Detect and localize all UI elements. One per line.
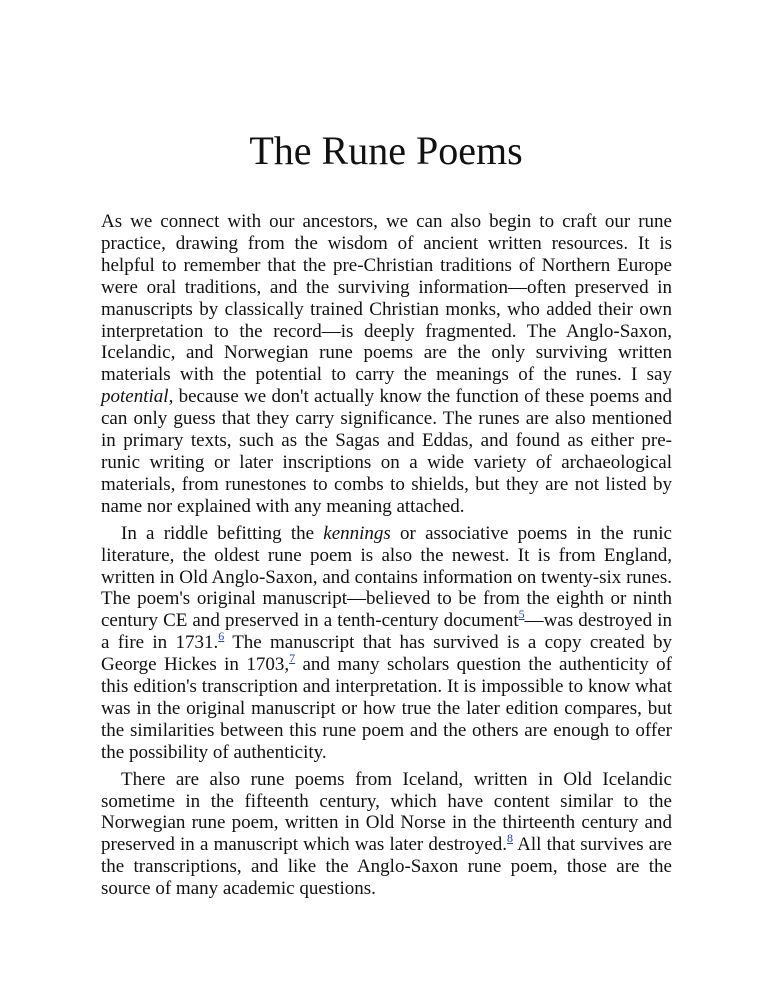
emphasis-potential: potential: [101, 386, 169, 408]
footnote-8-link[interactable]: 8: [507, 831, 514, 846]
chapter-title: The Rune Poems: [249, 128, 523, 173]
paragraph-2-text-a: In a riddle befitting the: [121, 522, 324, 544]
emphasis-kennings: kennings: [323, 522, 391, 544]
paragraph-1-text-a: As we connect with our ancestors, we can also begin to craft our rune practice, drawing from the wisdom of ancient written resources. It is helpful to remember that the pre-Christian traditions of Northern Europe were oral traditions, and the surviving information—often preserved in manuscripts by classically trained Christian monks, who added their own interpretation to the record—is deeply fragmented. The Anglo-Saxon, Icelandic, and Norwegian rune poems are the only surviving written materials with the potential to carry the meanings of the runes. I say: [101, 211, 672, 386]
paragraph-2-text-d: The manuscript that has survived is a copy created by George Hickes in 1703,: [101, 632, 672, 676]
body-text: [101, 211, 672, 900]
footnote-7-link[interactable]: 7: [289, 651, 296, 666]
paragraph-2-text-b: or associative poems in the runic literature, the oldest rune poem is also the newest. It is from England, written in Old Anglo-Saxon, and contains information on twenty-six runes. The poem's original manuscript—believed to be from the eighth or ninth century CE and preserved in a tenth-century document: [101, 522, 672, 632]
paragraph-2-text-c: —was destroyed in a fire in 1731.: [101, 610, 672, 654]
footnote-6-link[interactable]: 6: [218, 629, 225, 644]
paragraph-3: [101, 769, 672, 900]
paragraph-2: [101, 523, 672, 764]
paragraph-3-text-b: All that survives are the transcriptions, and like the Anglo-Saxon rune poem, those are the source of many academic questions.: [101, 834, 672, 900]
paragraph-1-text-b: , because we don't actually know the function of these poems and can only guess that they carry significance. The runes are also mentioned in primary texts, such as the Sagas and Eddas, and found as either pre-runic writing or later inscriptions on a wide variety of archaeological materials, from runestones to combs to shields, but they are not listed by name nor explained with any meaning attached.: [101, 386, 672, 517]
paragraph-2-text-e: and many scholars question the authenticity of this edition's transcription and interpretation. It is impossible to know what was in the original manuscript or how true the later edition compares, but the similarities between this rune poem and the others are enough to offer the possibility of authenticity.: [101, 654, 672, 763]
footnote-5-link[interactable]: 5: [518, 607, 525, 622]
paragraph-3-text-a: There are also rune poems from Iceland, written in Old Icelandic sometime in the fifteenth century, which have content similar to the Norwegian rune poem, written in Old Norse in the thirteenth century and preserved in a manuscript which was later destroyed.: [101, 768, 672, 856]
paragraph-1: [101, 211, 672, 518]
